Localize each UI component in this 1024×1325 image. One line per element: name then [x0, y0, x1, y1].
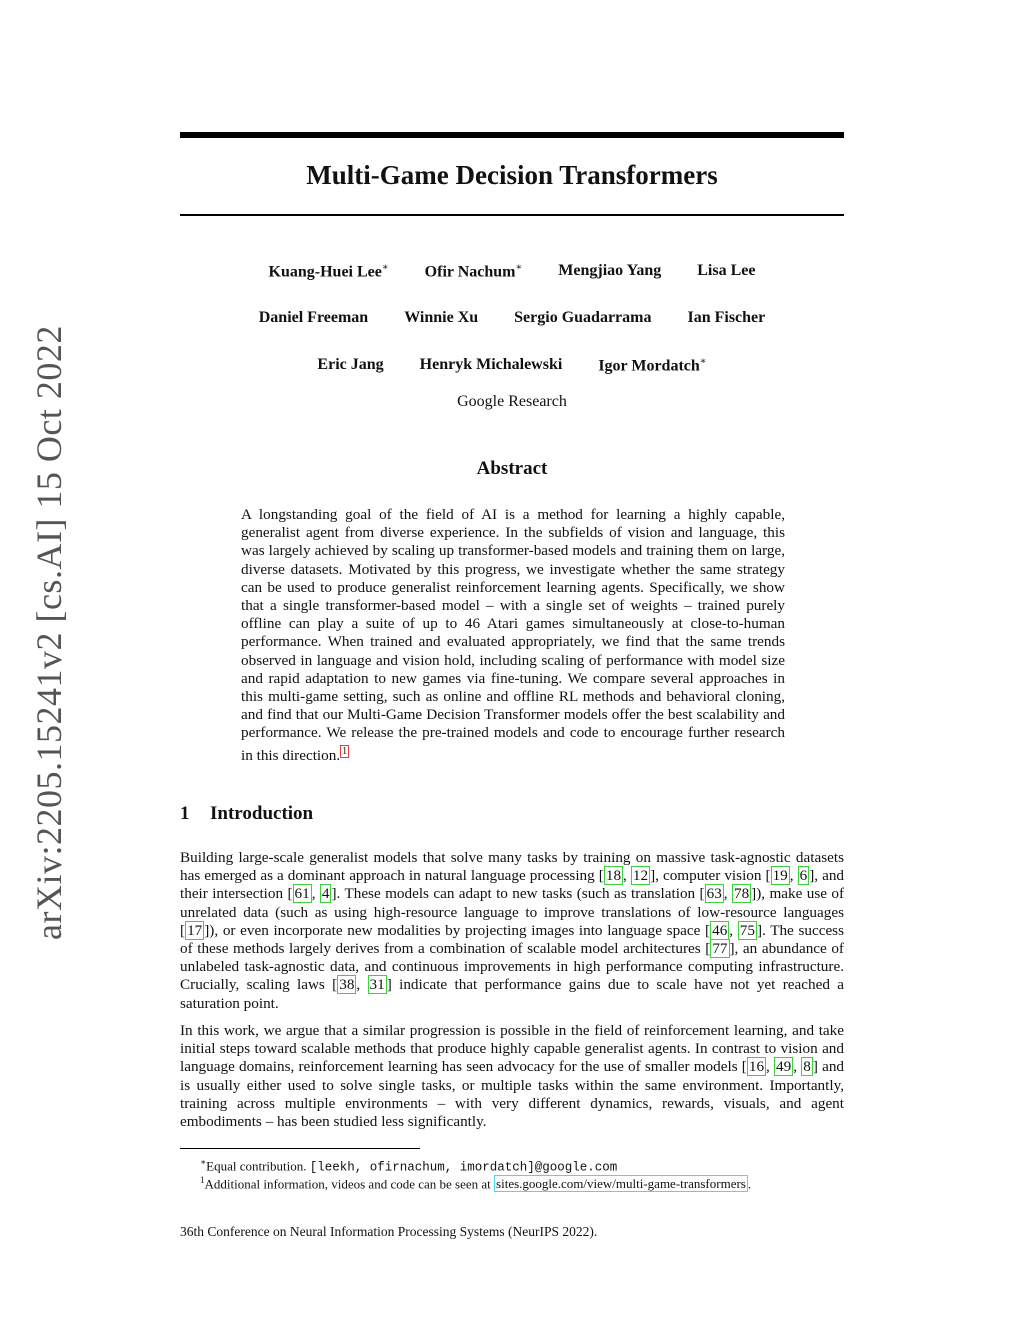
author-row-2 [180, 309, 844, 327]
citation-link[interactable]: 4 [321, 885, 330, 903]
author: Ian Fischer [687, 309, 766, 326]
citation-link[interactable]: 49 [776, 1058, 792, 1076]
title-top-rule [180, 132, 844, 138]
citation-link[interactable]: 18 [605, 867, 622, 885]
author: Kuang-Huei Lee∗ [268, 262, 389, 281]
author: Daniel Freeman [258, 309, 369, 326]
author-row-1 [180, 262, 844, 281]
author: Mengjiao Yang [558, 262, 662, 279]
footnote-additional-info: $^1$Additional information, videos and code can be seen at sites.google.com/view/multi-game-transformers . [200, 1175, 752, 1192]
citation-link[interactable]: 77 [712, 940, 728, 958]
author: Winnie Xu [404, 309, 479, 326]
author-row-3 [180, 356, 844, 375]
author: Sergio Guadarrama [514, 309, 652, 326]
author: Ofir Nachum∗ [424, 262, 523, 281]
citation-link[interactable]: 19 [772, 867, 788, 885]
citation-link[interactable]: 75 [739, 921, 755, 939]
abstract-heading: Abstract [476, 458, 548, 479]
affiliation: Google Research [457, 393, 567, 410]
project-website-link[interactable]: sites.google.com/view/multi-game-transformers [496, 1176, 746, 1192]
author-emails: [leekh, ofirnachum, imordatch]@google.com [309, 1160, 618, 1175]
author: Henryk Michalewski [419, 356, 563, 373]
citation-link[interactable]: 16 [748, 1058, 765, 1076]
citation-link[interactable]: 38 [339, 976, 355, 994]
author: Eric Jang [317, 356, 384, 373]
footnote-link[interactable]: 1 [342, 745, 348, 757]
title-bottom-rule [180, 214, 844, 216]
citation-link[interactable]: 78 [733, 885, 750, 903]
citation-link[interactable]: 17 [187, 921, 203, 939]
citation-link[interactable]: 46 [712, 921, 728, 939]
author: Igor Mordatch∗ [598, 356, 707, 375]
arxiv-identifier: arXiv:2205.15241v2 [cs.AI] 15 Oct 2022 [29, 325, 69, 940]
intro-paragraph-1: Building large-scale generalist models that solve many tasks by training on massive task-agnostic datasets has emerged as a dominant approach in natural language processing [ 18 , 12 ], computer vision [ 19 , 6 ], and their intersection [ 61 , 4 ]. These models can adapt to new tasks (such as translation [ 63 , 78 ]), make use of unrelated data (such as using high-resource language to improve translations of low-resource languages [ 17 ]), or even incorporate new modalities by projecting images into language space [ 46 , 75 ]. The success of these methods largely derives from a combination of scalable model architectures [ 77 ], an abundance of unlabeled task-agnostic data, and continuous improvements in high performance computing infrastructure. Crucially, scaling laws [ 38 , 31 ] indicate that performance gains due to scale have not yet reached a saturation point. [180, 849, 845, 1012]
citation-link[interactable]: 12 [632, 867, 649, 885]
citation-link[interactable]: 31 [369, 976, 385, 994]
citation-link[interactable]: 61 [294, 885, 310, 903]
footnote-rule [180, 1148, 420, 1149]
citation-link[interactable]: 6 [799, 867, 808, 885]
citation-link[interactable]: 8 [803, 1058, 811, 1076]
section-heading-introduction: 1 Introduction [180, 803, 314, 824]
citation-link[interactable]: 63 [706, 885, 722, 903]
footnote-equal-contribution: ∗Equal contribution. [leekh, ofirnachum, imordatch]@google.com [200, 1157, 618, 1175]
author: Lisa Lee [697, 262, 756, 279]
conference-note: 36th Conference on Neural Information Processing Systems (NeurIPS 2022). [180, 1224, 598, 1239]
paper-title: Multi-Game Decision Transformers [306, 160, 718, 190]
abstract-text: A longstanding goal of the field of AI is a method for learning a highly capable, generalist agent from diverse experience. In the subfields of vision and language, this was largely achieved by scaling up transformer-based models and training them on large, diverse datasets. Motivated by this progress, we investigate whether the same strategy can be used to produce generalist reinforcement learning agents. Specifically, we show that a single transformer-based model – with a single set of weights – trained purely offline can play a suite of up to 46 Atari games simultaneously at close-to-human performance. When trained and evaluated appropriately, we find that the same trends observed in language and vision hold, including scaling of performance with model size and rapid adaptation to new games via fine-tuning. We compare several approaches in this multi-game setting, such as online and offline RL methods and behavioral cloning, and find that our Multi-Game Decision Transformer models offer the best scalability and performance. We release the pre-trained models and code to encourage further research in this direction. $^1$ [241, 506, 785, 764]
intro-paragraph-2: In this work, we argue that a similar progression is possible in the field of reinforcement learning, and take initial steps toward scalable methods that produce highly capable generalist agents. In contrast to vision and language domains, reinforcement learning has seen advocacy for the use of smaller models [ 16 , 49 , 8 ] and is usually either used to solve single tasks, or multiple tasks within the same environment. Importantly, training across multiple environments – with very different dynamics, rewards, visuals, and agent embodiments – has been studied less significantly. [180, 1022, 845, 1131]
